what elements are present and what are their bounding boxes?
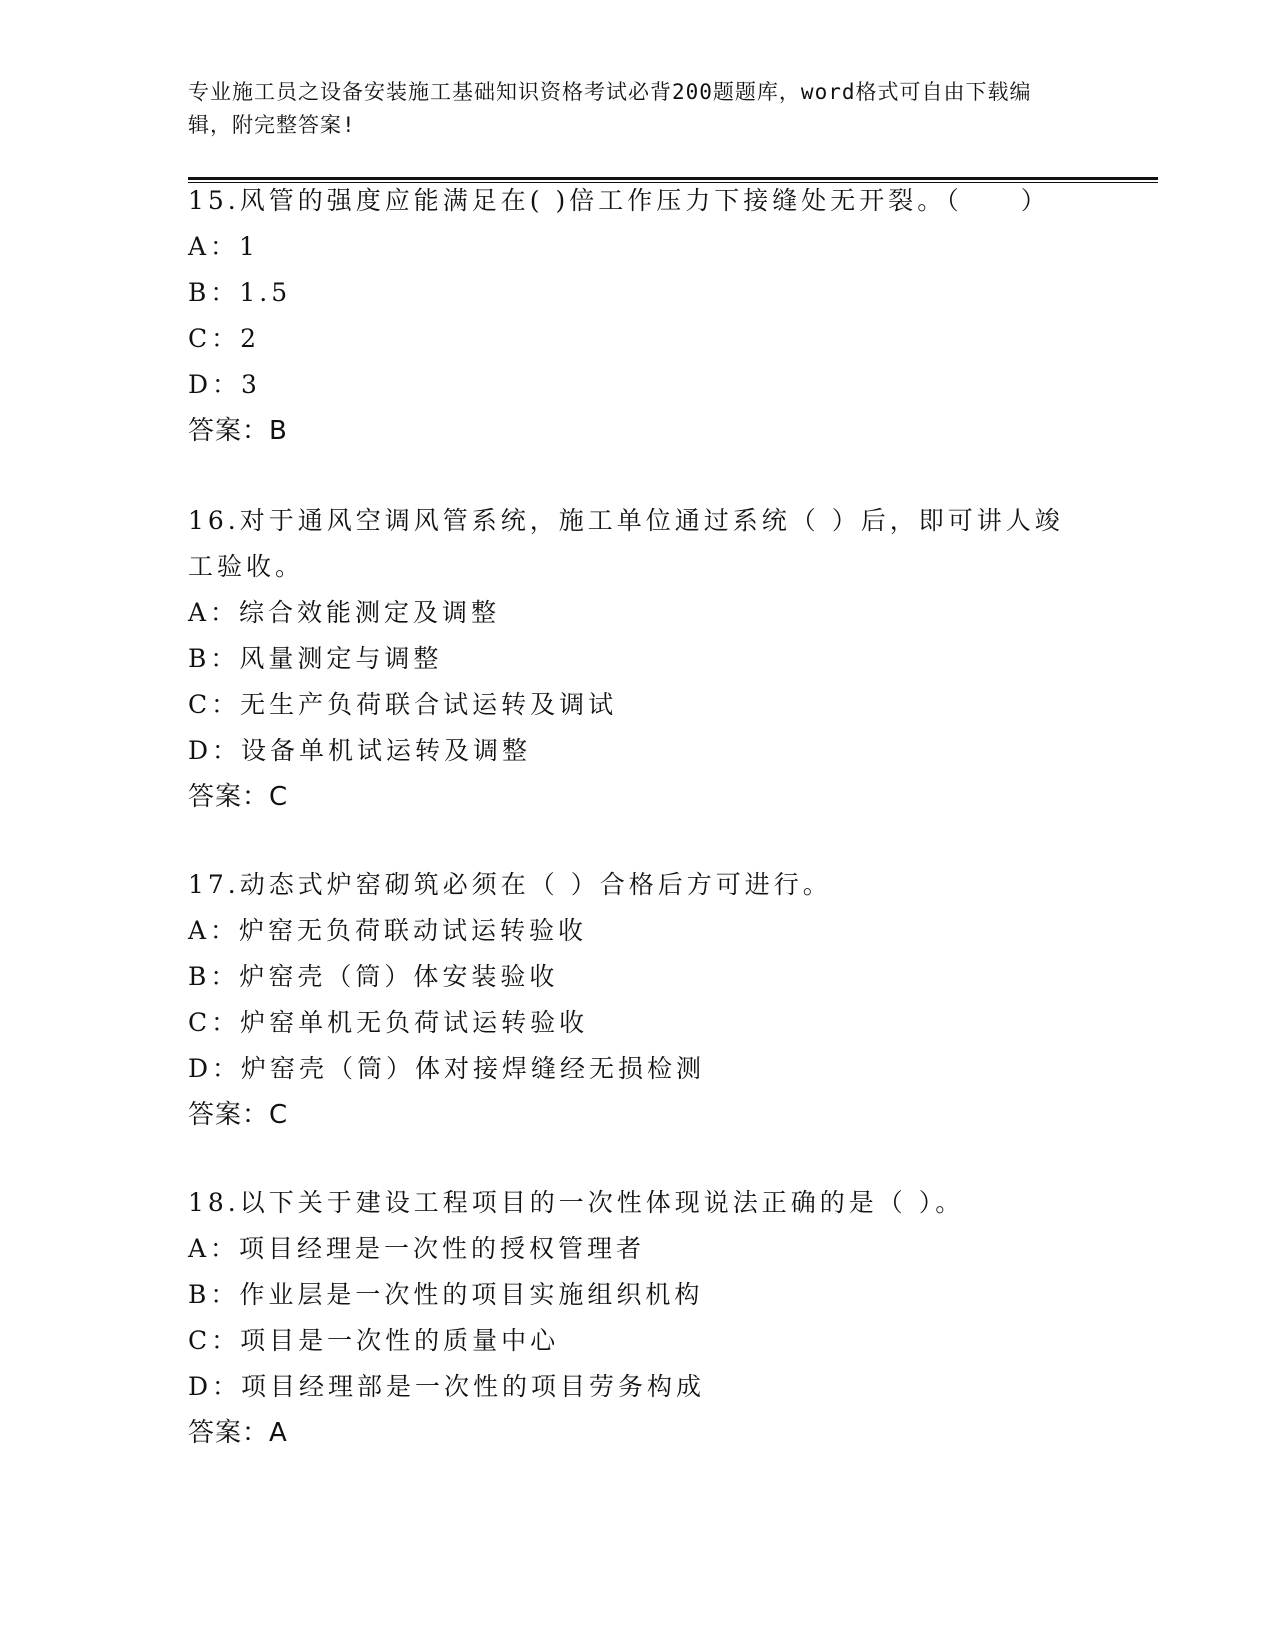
question-15 xyxy=(188,178,1068,454)
question-18 xyxy=(188,1180,1068,1456)
option-a: A：项目经理是一次性的授权管理者 xyxy=(188,1234,646,1263)
option-c: C：2 xyxy=(188,324,261,353)
option-d: D：项目经理部是一次性的项目劳务构成 xyxy=(188,1372,706,1401)
option-d: D：3 xyxy=(188,370,261,399)
question-17 xyxy=(188,862,1068,1138)
option-d: D：炉窑壳（筒）体对接焊缝经无损检测 xyxy=(188,1054,706,1083)
answer: 答案：C xyxy=(188,782,289,812)
option-c: C：炉窑单机无负荷试运转验收 xyxy=(188,1008,589,1037)
option-b: B：风量测定与调整 xyxy=(188,644,443,673)
question-stem: 17.动态式炉窑砌筑必须在（ ）合格后方可进行。 xyxy=(188,870,832,899)
option-d: D：设备单机试运转及调整 xyxy=(188,736,532,765)
question-stem: 15.风管的强度应能满足在( )倍工作压力下接缝处无开裂。（ ） xyxy=(188,186,1050,215)
option-c: C：项目是一次性的质量中心 xyxy=(188,1326,560,1355)
option-b: B：1.5 xyxy=(188,278,292,307)
option-a: A：综合效能测定及调整 xyxy=(188,598,501,627)
answer: 答案：B xyxy=(188,416,288,446)
option-b: B：作业层是一次性的项目实施组织机构 xyxy=(188,1280,704,1309)
document-header: 专业施工员之设备安装施工基础知识资格考试必背200题题库，word格式可自由下载编辑，附完整答案! xyxy=(188,80,1032,137)
option-c: C：无生产负荷联合试运转及调试 xyxy=(188,690,618,719)
option-a: A：1 xyxy=(188,232,259,261)
question-stem: 18.以下关于建设工程项目的一次性体现说法正确的是（ ）。 xyxy=(188,1188,965,1217)
option-b: B：炉窑壳（筒）体安装验收 xyxy=(188,962,559,991)
answer: 答案：C xyxy=(188,1100,289,1130)
answer: 答案：A xyxy=(188,1418,288,1448)
question-16 xyxy=(188,498,1068,820)
option-a: A：炉窑无负荷联动试运转验收 xyxy=(188,916,588,945)
question-stem: 16.对于通风空调风管系统，施工单位通过系统（ ）后，即可讲人竣工验收。 xyxy=(188,506,1064,581)
